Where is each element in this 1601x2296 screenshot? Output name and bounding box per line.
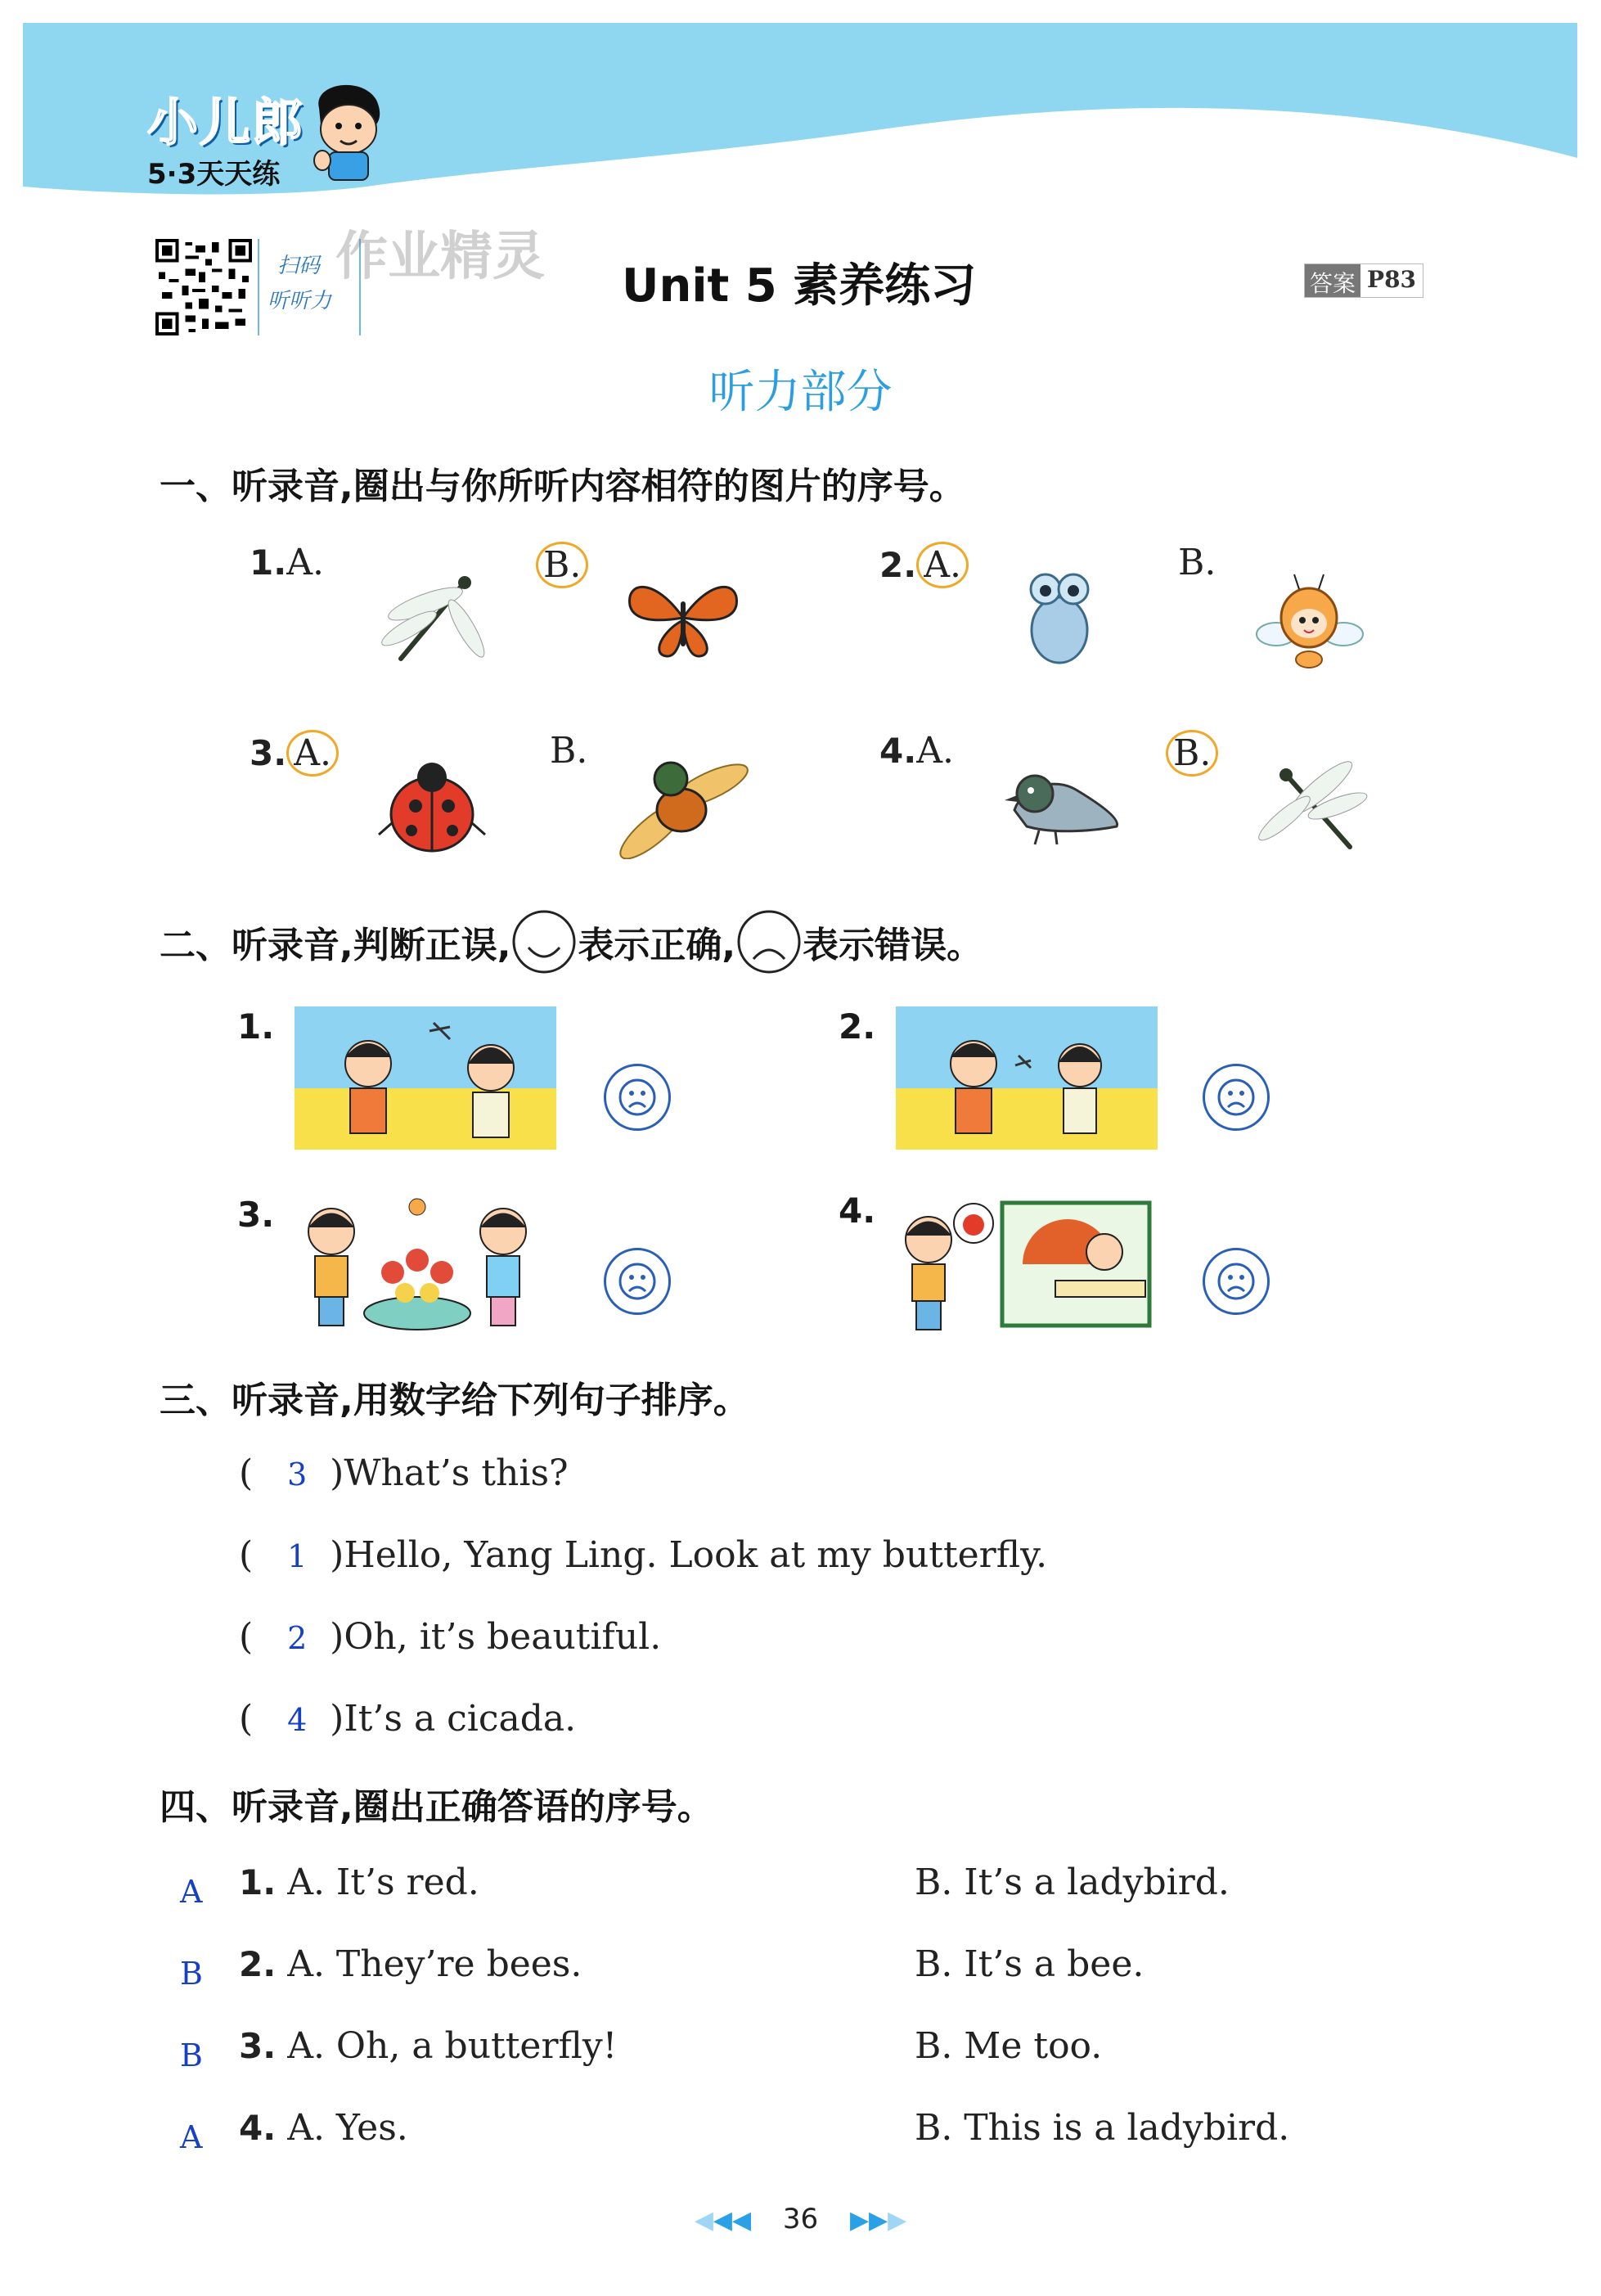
q2-picture-4: [892, 1191, 1162, 1338]
q4-answer-3[interactable]: B: [180, 2037, 203, 2073]
q2-picture-2: [896, 1006, 1158, 1150]
q1-option-a-circled[interactable]: A.: [916, 542, 969, 588]
section-title: 听力部分: [708, 366, 893, 419]
q3-title: 三、听录音,用数字给下列句子排序。: [160, 1380, 749, 1421]
q1-item-number: 2.: [879, 545, 917, 585]
q4-title: 四、听录音,圈出正确答语的序号。: [160, 1786, 713, 1828]
smile-face-icon: [510, 908, 578, 975]
q1-item-1-option-b[interactable]: [536, 542, 588, 588]
q2-title-part3: 表示错误。: [803, 925, 983, 966]
watermark: 作业精灵: [335, 227, 545, 287]
ladybird-icon: [375, 753, 489, 859]
q3-answer[interactable]: 2: [287, 1620, 308, 1656]
q3-sentence: )Oh, it’s beautiful.: [330, 1616, 662, 1658]
q1-option-b-circled: B.: [1166, 730, 1218, 777]
q2-item-2-sad-face-icon[interactable]: [1203, 1064, 1270, 1131]
q1-option-a[interactable]: A.: [916, 730, 954, 772]
q2-item-3-number: 3.: [237, 1195, 275, 1235]
q1-option-a-circled[interactable]: A.: [286, 730, 339, 777]
q4-option-b[interactable]: B. It’s a ladybird.: [915, 1862, 1230, 1903]
dragonfly-icon: [376, 565, 491, 671]
q4-option-a[interactable]: A. It’s red.: [287, 1862, 479, 1903]
answer-key-page: P83: [1367, 266, 1417, 293]
dragonfly-icon: [1252, 749, 1370, 859]
q1-item-3-option-b[interactable]: B.: [550, 730, 588, 772]
q2-item-4-sad-face-icon[interactable]: [1203, 1248, 1270, 1315]
cicada-icon: [612, 745, 751, 859]
scan-line-1: 扫码: [277, 254, 321, 278]
q4-row-4: [239, 2107, 408, 2149]
q3-sentence: )Hello, Yang Ling. Look at my butterfly.: [330, 1534, 1048, 1576]
q2-item-3-sad-face-icon[interactable]: [604, 1248, 671, 1315]
fly-icon: [1014, 565, 1104, 667]
q4-option-b[interactable]: B. Me too.: [915, 2025, 1103, 2067]
q1-item-number: 1.: [250, 542, 287, 583]
scan-line-2: 听听力: [268, 289, 332, 313]
q1-item-2: [879, 542, 969, 588]
q2-item-1-number: 1.: [237, 1006, 275, 1047]
q4-answer-2[interactable]: B: [180, 1956, 203, 1992]
q4-option-a[interactable]: A. They’re bees.: [287, 1943, 582, 1985]
q1-item-number: 3.: [250, 733, 287, 773]
q4-item-number: 2.: [239, 1944, 277, 1984]
q2-item-4-number: 4.: [839, 1191, 876, 1231]
q1-title: 一、听录音,圈出与你所听内容相符的图片的序号。: [160, 466, 965, 507]
q4-row-1: [239, 1862, 479, 1903]
q4-option-b[interactable]: B. It’s a bee.: [915, 1943, 1145, 1985]
q3-row-4: ( 4 )It’s a cicada.: [239, 1698, 577, 1740]
q1-option-b-circled: B.: [536, 542, 588, 588]
bird-icon: [998, 753, 1129, 851]
q1-item-4: [879, 730, 954, 772]
next-arrow-icon[interactable]: ▶: [869, 2206, 888, 2235]
mascot-icon: [304, 75, 386, 182]
sad-face-icon: [735, 908, 803, 975]
q4-answer-1[interactable]: A: [180, 1874, 203, 1910]
q4-option-b[interactable]: B. This is a ladybird.: [915, 2107, 1290, 2149]
q1-item-3: [250, 730, 339, 777]
q4-row-2: [239, 1943, 582, 1985]
q4-item-number: 4.: [239, 2108, 277, 2148]
butterfly-icon: [622, 573, 744, 663]
brand-logo: [147, 82, 304, 191]
q3-sentence: )What’s this?: [330, 1452, 569, 1494]
q1-item-4-option-b[interactable]: [1166, 730, 1218, 777]
q3-answer[interactable]: 1: [287, 1538, 308, 1574]
q3-row-1: ( 3 )What’s this?: [239, 1452, 569, 1494]
answer-key-tag[interactable]: [1304, 263, 1423, 298]
q4-row-3: [239, 2025, 617, 2067]
q4-item-number: 3.: [239, 2026, 277, 2066]
q3-sentence: )It’s a cicada.: [330, 1698, 577, 1740]
page-title: Unit 5 素养练习: [622, 259, 977, 313]
q2-picture-1: [295, 1006, 556, 1150]
prev-arrow-icon[interactable]: ◀: [731, 2206, 752, 2235]
q1-option-a[interactable]: A.: [286, 542, 324, 583]
brand-main: 小儿郎: [147, 92, 305, 152]
q4-item-number: 1.: [239, 1862, 277, 1902]
q2-title: [160, 908, 983, 975]
q3-row-3: ( 2 )Oh, it’s beautiful.: [239, 1616, 662, 1658]
bee-icon: [1252, 565, 1366, 671]
q1-item-1: [250, 542, 324, 583]
q4-option-a[interactable]: A. Yes.: [287, 2107, 408, 2149]
q3-answer[interactable]: 3: [287, 1456, 308, 1492]
q2-item-1-sad-face-icon[interactable]: [604, 1064, 671, 1131]
q4-answer-4[interactable]: A: [180, 2119, 203, 2155]
q3-answer[interactable]: 4: [287, 1702, 308, 1738]
q3-row-2: ( 1 )Hello, Yang Ling. Look at my butterfly.: [239, 1534, 1048, 1576]
qr-code-icon[interactable]: [155, 239, 252, 335]
prev-arrow-icon[interactable]: ◀: [713, 2206, 732, 2235]
q2-picture-3: [295, 1191, 540, 1338]
prev-arrow-icon[interactable]: ◀: [694, 2206, 713, 2235]
next-arrow-icon[interactable]: ▶: [888, 2206, 907, 2235]
q2-title-part1: 二、听录音,判断正误,: [160, 925, 511, 966]
brand-sub: 5·3天天练: [147, 158, 281, 191]
page-number: 36: [782, 2203, 819, 2235]
q4-option-a[interactable]: A. Oh, a butterfly!: [287, 2025, 618, 2067]
q1-item-2-option-b[interactable]: B.: [1178, 542, 1216, 583]
page-footer: [0, 2203, 1601, 2235]
q1-item-number: 4.: [879, 731, 917, 771]
q2-title-part2: 表示正确,: [578, 925, 736, 966]
answer-key-label: 答案: [1305, 264, 1360, 297]
next-arrow-icon[interactable]: ▶: [849, 2206, 870, 2235]
q2-item-2-number: 2.: [839, 1006, 876, 1047]
